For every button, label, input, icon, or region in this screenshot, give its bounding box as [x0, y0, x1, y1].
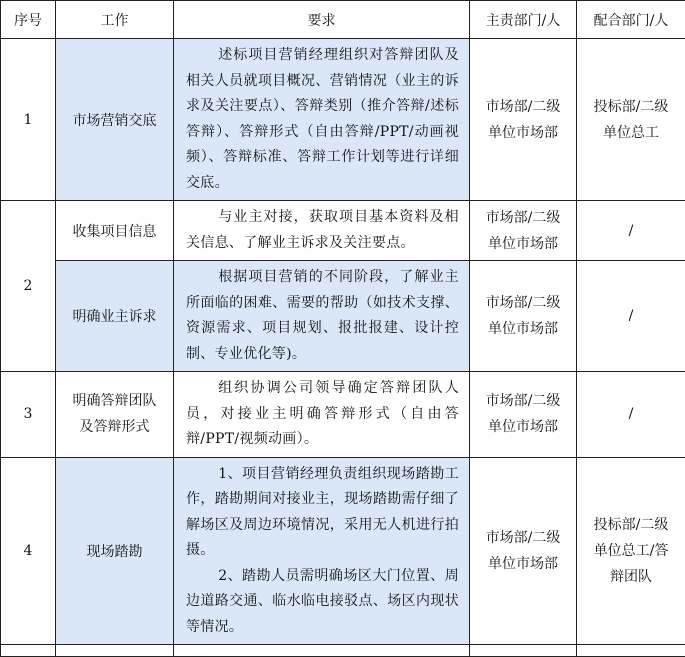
table-row	[1, 457, 685, 645]
requirement-paragraph: 2、踏勘人员需明确场区大门位置、周边道路交通、临水临电接驳点、场区内现状等情况。	[186, 564, 459, 641]
lead-dept-cell	[470, 372, 577, 458]
assist-dept-line: 投标部/二级	[577, 94, 685, 120]
lead-dept-line: 市场部/二级	[470, 290, 576, 316]
row-number: 4	[1, 457, 56, 645]
table-row	[1, 39, 685, 201]
lead-dept-cell	[470, 261, 577, 372]
assist-dept-line: 辩团队	[577, 564, 685, 590]
assist-dept-cell: /	[577, 201, 685, 261]
table-row	[1, 201, 685, 261]
header-assist-dept: 配合部门/人	[577, 1, 685, 39]
requirement-paragraph: 组织协调公司领导确定答辩团队人员，对接业主明确答辩形式（自由答辩/PPT/视频动画）。	[186, 376, 459, 453]
work-line: 及答辩形式	[56, 414, 173, 440]
work-line: 明确答辩团队	[56, 388, 173, 414]
empty-cell	[470, 645, 577, 657]
requirement-cell	[174, 457, 470, 645]
lead-dept-line: 单位市场部	[470, 551, 576, 577]
header-work: 工作	[56, 1, 174, 39]
work-cell: 明确业主诉求	[56, 261, 174, 372]
row-number: 1	[1, 39, 56, 201]
table-row-partial	[1, 645, 685, 657]
assist-dept-line: 投标部/二级	[577, 512, 685, 538]
lead-dept-line: 市场部/二级	[470, 525, 576, 551]
requirement-cell	[174, 261, 470, 372]
work-cell: 现场踏勘	[56, 457, 174, 645]
requirement-cell	[174, 372, 470, 458]
table-row	[1, 372, 685, 458]
lead-dept-line: 单位市场部	[470, 120, 576, 146]
header-no: 序号	[1, 1, 56, 39]
assist-dept-line: 单位总工/答	[577, 538, 685, 564]
row-number: 3	[1, 372, 56, 458]
requirement-paragraph: 根据项目营销的不同阶段，了解业主所面临的困难、需要的帮助（如技术支撑、资源需求、项目规划、报批报建、设计控制、专业优化等)。	[186, 265, 459, 367]
work-cell: 收集项目信息	[56, 201, 174, 261]
assist-dept-cell: /	[577, 261, 685, 372]
table-row	[1, 261, 685, 372]
header-requirement: 要求	[174, 1, 470, 39]
lead-dept-line: 市场部/二级	[470, 94, 576, 120]
empty-cell	[56, 645, 174, 657]
lead-dept-line: 单位市场部	[470, 316, 576, 342]
lead-dept-cell	[470, 201, 577, 261]
row-number: 2	[1, 201, 56, 372]
lead-dept-line: 单位市场部	[470, 414, 576, 440]
assist-dept-line: 单位总工	[577, 120, 685, 146]
lead-dept-line: 单位市场部	[470, 231, 576, 257]
requirement-paragraph: 与业主对接，获取项目基本资料及相关信息、了解业主诉求及关注要点。	[186, 205, 459, 256]
empty-cell	[1, 645, 56, 657]
assist-dept-cell	[577, 39, 685, 201]
assist-dept-cell: /	[577, 372, 685, 458]
header-row	[1, 1, 685, 39]
lead-dept-cell	[470, 39, 577, 201]
empty-cell	[577, 645, 685, 657]
work-cell	[56, 372, 174, 458]
requirement-paragraph: 1、项目营销经理负责组织现场踏勘工作，踏勘期间对接业主，现场踏勘需仔细了解场区及周边环境情况，采用无人机进行拍摄。	[186, 462, 459, 564]
requirement-cell	[174, 39, 470, 201]
lead-dept-cell	[470, 457, 577, 645]
assist-dept-cell	[577, 457, 685, 645]
work-cell: 市场营销交底	[56, 39, 174, 201]
requirement-cell	[174, 201, 470, 261]
lead-dept-line: 市场部/二级	[470, 205, 576, 231]
header-lead-dept: 主责部门/人	[470, 1, 577, 39]
empty-cell	[174, 645, 470, 657]
lead-dept-line: 市场部/二级	[470, 388, 576, 414]
requirement-paragraph: 述标项目营销经理组织对答辩团队及相关人员就项目概况、营销情况（业主的诉求及关注要点）、答辩类别（推介答辩/述标答辩）、答辩形式（自由答辩/PPT/动画视频）、答辩标准、答辩工作计划等进行详细交底。	[186, 43, 459, 196]
